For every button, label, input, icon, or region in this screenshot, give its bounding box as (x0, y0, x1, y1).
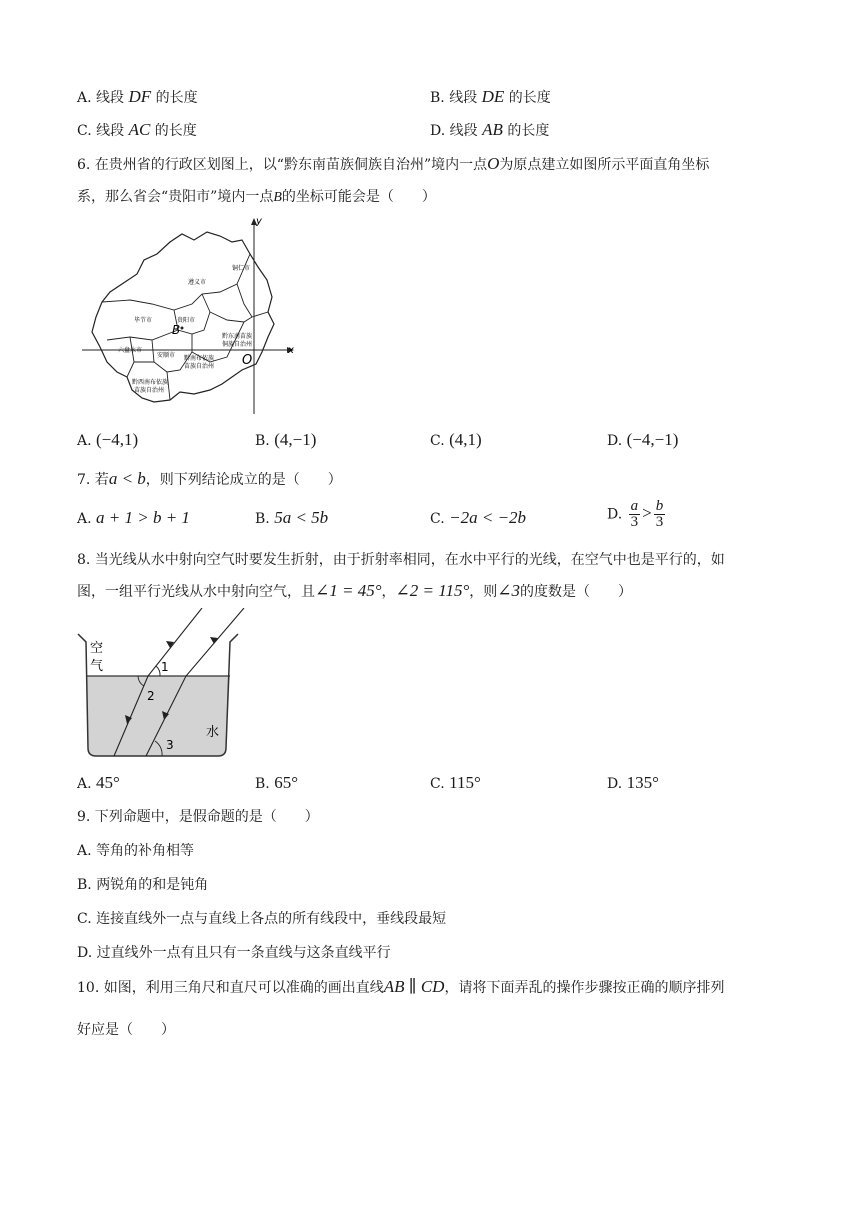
q8-stem-line2: 图，一组平行光线从水中射向空气，且∠1 = 45°，∠2 = 115°，则∠3的度数是（ ） (77, 581, 633, 600)
q8-option-b: B. 65° (255, 773, 299, 792)
label-guiyang: 贵阳市 (177, 317, 196, 324)
q9-option-a: A. 等角的补角相等 (77, 843, 195, 859)
q5-option-b: B. 线段 DE 的长度 (430, 87, 551, 106)
q7-stem: 7. 若a < b，则下列结论成立的是（ ） (77, 469, 342, 488)
q6-option-a: A. (−4,1) (77, 430, 139, 449)
angle-1-arc (156, 666, 160, 676)
refraction-svg (76, 608, 256, 768)
axis-x-label: x (288, 345, 294, 356)
q6-option-b: B. (4,−1) (255, 430, 317, 449)
q5-option-d: D. 线段 AB 的长度 (430, 120, 550, 139)
guizhou-map-figure (82, 212, 304, 421)
q6-option-d: D. (−4,−1) (607, 430, 679, 449)
point-b-dot (181, 327, 184, 330)
q10-stem-line2: 好应是（ ） (77, 1022, 175, 1038)
label-tongren: 铜仁市 (232, 265, 251, 272)
q6-stem-line1: 6. 在贵州省的行政区划图上，以“黔东南苗族侗族自治州”境内一点O为原点建立如图所示平面直角坐标 (77, 154, 710, 173)
q7-option-d: D. $\frac{a}{3}$ > $\frac{b}{3}$ (607, 498, 664, 530)
angle-3-label: 3 (166, 738, 174, 752)
label-anshun: 安顺市 (157, 352, 176, 359)
label-qiandongnan-2: 侗族自治州 (222, 341, 253, 348)
guizhou-map-svg (82, 212, 304, 417)
air-label-2: 气 (90, 659, 104, 674)
q9-option-d: D. 过直线外一点有且只有一条直线与这条直线平行 (77, 945, 391, 961)
label-qianxinan-2: 苗族自治州 (134, 387, 165, 394)
q8-option-a: A. 45° (77, 773, 120, 792)
q7-option-b: B. 5a < 5b (255, 508, 329, 527)
angle-1-label: 1 (161, 660, 169, 674)
q7-option-a: A. a + 1 > b + 1 (77, 508, 190, 527)
label-bijie: 毕节市 (134, 317, 153, 324)
q9-stem: 9. 下列命题中，是假命题的是（ ） (77, 809, 319, 825)
label-liupanshui: 六盘水市 (118, 347, 143, 354)
label-qiandongnan-1: 黔东南苗族 (222, 333, 253, 340)
q8-option-c: C. 115° (430, 773, 481, 792)
fraction-a-over-3: $\frac{a}{3}$ (630, 498, 639, 530)
q6-option-c: C. (4,1) (430, 430, 482, 449)
water-label: 水 (206, 725, 220, 740)
q9-option-c: C. 连接直线外一点与直线上各点的所有线段中，垂线段最短 (77, 911, 447, 927)
q5-option-a: A. 线段 DF 的长度 (77, 87, 198, 106)
point-b-label: B (172, 323, 181, 337)
label-zunyi: 遵义市 (188, 279, 207, 286)
q10-stem-line1: 10. 如图，利用三角尺和直尺可以准确的画出直线AB ∥ CD，请将下面弄乱的操作步骤按正确的顺序排列 (77, 977, 725, 996)
q9-option-b: B. 两锐角的和是钝角 (77, 877, 209, 893)
label-qiannan-1: 黔南布依族 (184, 355, 215, 362)
label-qianxinan-1: 黔西南布依族 (132, 379, 169, 386)
label-qiannan-2: 苗族自治州 (184, 363, 215, 370)
air-label-1: 空 (90, 641, 104, 656)
angle-2-label: 2 (147, 689, 155, 703)
q8-option-d: D. 135° (607, 773, 659, 792)
axis-y-label: y (256, 216, 262, 227)
fraction-b-over-3: $\frac{b}{3}$ (655, 498, 664, 530)
q5-option-c: C. 线段 AC 的长度 (77, 120, 197, 139)
q6-stem-line2: 系，那么省会“贵阳市”境内一点B的坐标可能会是（ ） (77, 189, 436, 205)
refraction-figure (76, 608, 256, 772)
q7-option-c: C. −2a < −2b (430, 508, 527, 527)
origin-label: O (242, 353, 253, 368)
q8-stem-line1: 8. 当光线从水中射向空气时要发生折射，由于折射率相同，在水中平行的光线，在空气中也是平行的，如 (77, 552, 725, 568)
